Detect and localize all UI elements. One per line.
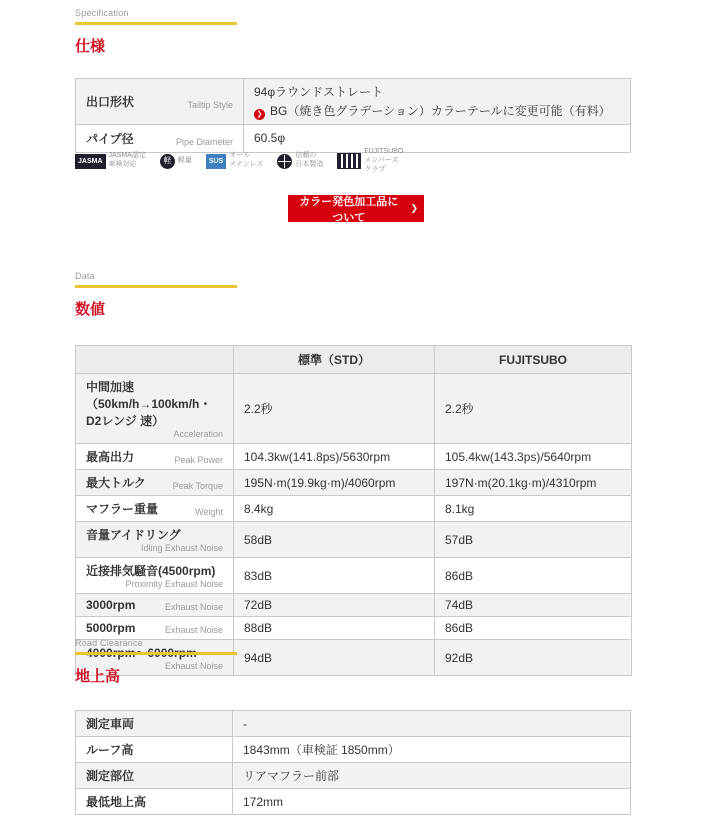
data-cell-fujitsubo: 105.4kw(143.3ps)/5640rpm	[435, 444, 632, 470]
stainless-logo-icon: SUS	[206, 154, 226, 169]
data-row-header	[76, 374, 234, 444]
row-sublabel: Acceleration	[173, 429, 223, 439]
badge-label-line: 信頼の	[295, 152, 317, 160]
data-table	[75, 345, 632, 676]
row-sublabel: Weight	[195, 507, 223, 517]
value-text: BG（焼き色グラデーション）カラーテールに変更可能（有料）	[270, 103, 611, 118]
row-header-wrap	[86, 448, 223, 465]
road-clearance-table	[75, 710, 631, 815]
section-eyebrow: Data	[75, 271, 95, 281]
yellow-rule	[75, 22, 237, 25]
row-header-wrap	[86, 621, 223, 635]
data-table-header-empty	[76, 346, 234, 374]
road-row-value: -	[233, 711, 631, 737]
badge-label-line: クラブ	[364, 165, 386, 173]
data-table-header-row	[76, 346, 632, 374]
row-sublabel: Exhaust Noise	[164, 661, 223, 671]
arrow-circle-icon: ❯	[254, 109, 265, 120]
data-table-row	[76, 558, 632, 594]
row-header-wrap	[86, 562, 223, 589]
data-cell-fujitsubo: 74dB	[435, 594, 632, 617]
jasma-logo-icon: JASMA	[75, 154, 106, 169]
badge-label-line: 車検対応	[108, 161, 137, 169]
row-header-wrap	[86, 378, 223, 439]
certification-badge	[160, 154, 192, 169]
data-table-row	[76, 374, 632, 444]
data-cell-std: 104.3kw(141.8ps)/5630rpm	[234, 444, 435, 470]
fujitsubo-logo-icon	[337, 153, 361, 169]
row-sublabel: Peak Power	[174, 455, 223, 465]
data-cell-fujitsubo: 86dB	[435, 558, 632, 594]
data-table-header-fujitsubo: FUJITSUBO	[435, 346, 632, 374]
badge-label-line: オール	[229, 152, 251, 160]
data-row-header	[76, 444, 234, 470]
row-label: ルーフ高	[86, 743, 134, 757]
badge-label	[295, 152, 323, 170]
value-text: 60.5φ	[254, 131, 286, 146]
row-label: 測定車両	[86, 717, 135, 731]
data-row-header	[76, 594, 234, 617]
lightweight-icon: 軽	[160, 154, 175, 169]
data-cell-std: 88dB	[234, 617, 435, 640]
row-label: 3000rpm	[86, 598, 136, 612]
row-label: 音量アイドリング	[86, 528, 181, 542]
row-label: 近接排気騒音(4500rpm)	[86, 564, 216, 578]
row-header-wrap	[86, 93, 233, 110]
badge-label	[109, 152, 146, 170]
row-label: 最低地上高	[86, 795, 147, 809]
data-cell-fujitsubo: 2.2秒	[435, 374, 632, 444]
data-table-row	[76, 496, 632, 522]
spec-row-header	[76, 79, 244, 125]
data-table-row	[76, 444, 632, 470]
row-sublabel: Exhaust Noise	[164, 625, 223, 635]
chevron-right-icon: ❯	[410, 203, 418, 213]
data-table-row	[76, 470, 632, 496]
badge-label	[364, 148, 403, 174]
data-cell-fujitsubo: 57dB	[435, 522, 632, 558]
data-cell-std: 58dB	[234, 522, 435, 558]
spec-table-row	[76, 79, 631, 125]
data-row-header	[76, 496, 234, 522]
data-cell-std: 8.4kg	[234, 496, 435, 522]
row-header-wrap	[86, 130, 233, 147]
data-table-row	[76, 617, 632, 640]
badge-label	[229, 152, 263, 170]
road-row-value: 1843mm（車検証 1850mm）	[233, 737, 631, 763]
data-cell-std: 195N·m(19.9kg·m)/4060rpm	[234, 470, 435, 496]
certification-badge	[75, 152, 146, 170]
data-row-header	[76, 617, 234, 640]
row-header-wrap	[86, 598, 223, 612]
data-row-header	[76, 522, 234, 558]
data-row-header	[76, 470, 234, 496]
road-table-row	[76, 737, 631, 763]
data-cell-fujitsubo: 8.1kg	[435, 496, 632, 522]
certification-badges	[75, 148, 631, 174]
section-title: 仕様	[75, 38, 106, 55]
data-cell-std: 83dB	[234, 558, 435, 594]
road-row-header	[76, 711, 233, 737]
certification-badge	[277, 152, 323, 170]
row-sublabel: Proximity Exhaust Noise	[125, 579, 223, 589]
value-text: 94φラウンドストレート	[254, 85, 384, 99]
section-title: 数値	[75, 301, 106, 318]
row-label: 測定部位	[86, 769, 135, 783]
data-cell-fujitsubo: 92dB	[435, 640, 632, 676]
row-sublabel: Idling Exhaust Noise	[140, 543, 223, 553]
road-table-row	[76, 763, 631, 789]
section-eyebrow: Road Clearance	[75, 638, 143, 648]
badge-label	[178, 157, 192, 166]
data-cell-fujitsubo: 86dB	[435, 617, 632, 640]
yellow-rule	[75, 652, 237, 655]
globe-icon	[277, 154, 292, 169]
row-label: マフラー重量	[86, 502, 159, 516]
spec-table	[75, 78, 631, 153]
color-processing-button[interactable]	[288, 195, 424, 222]
badge-label-line: メンバーズ	[364, 156, 399, 164]
road-row-value: リアマフラー前部	[233, 763, 631, 789]
row-sublabel: Exhaust Noise	[164, 602, 223, 612]
value-line	[254, 102, 620, 121]
row-sublabel: Tailtip Style	[187, 100, 233, 111]
section-header-road-clearance	[75, 638, 631, 686]
row-label: 最大トルク	[86, 476, 146, 490]
data-row-header	[76, 558, 234, 594]
badge-label-line: 日本製造	[295, 161, 324, 169]
yellow-rule	[75, 285, 237, 288]
road-table-row	[76, 711, 631, 737]
road-row-header	[76, 737, 233, 763]
data-cell-std: 72dB	[234, 594, 435, 617]
value-line	[254, 83, 620, 102]
badge-label-line: FUJITSUBO	[364, 148, 404, 155]
certification-badge	[206, 152, 264, 170]
section-header-data	[75, 271, 631, 319]
row-sublabel: Peak Torque	[172, 481, 223, 491]
section-header-specification	[75, 8, 631, 56]
row-label: パイプ径	[86, 131, 134, 146]
section-eyebrow: Specification	[75, 8, 129, 18]
row-label: 出口形状	[86, 95, 135, 110]
row-label: 最高出力	[86, 450, 135, 464]
row-label: 5000rpm	[86, 621, 136, 635]
row-header-wrap	[86, 500, 223, 517]
road-row-header	[76, 789, 233, 815]
row-header-wrap	[86, 526, 223, 553]
row-header-wrap	[86, 474, 223, 491]
value-line	[254, 129, 620, 148]
badge-label-line: JASMA認定	[108, 152, 146, 160]
certification-badge	[337, 148, 403, 174]
row-label: 中間加速（50km/h→100km/h・D2レンジ 速）	[86, 380, 212, 428]
data-table-row	[76, 594, 632, 617]
road-row-value: 172mm	[233, 789, 631, 815]
road-row-header	[76, 763, 233, 789]
section-title: 地上高	[75, 668, 121, 685]
data-table-row	[76, 522, 632, 558]
color-processing-button-label: カラー発色加工品について	[299, 195, 399, 224]
badge-label-line: ステンレス	[229, 161, 264, 169]
data-table-header-std: 標準（STD）	[234, 346, 435, 374]
road-table-row	[76, 789, 631, 815]
data-cell-std: 94dB	[234, 640, 435, 676]
data-cell-std: 2.2秒	[234, 374, 435, 444]
badge-label-line: 軽量	[177, 156, 192, 164]
spec-row-value	[244, 79, 631, 125]
row-sublabel: Pipe Diameter	[175, 136, 233, 147]
data-cell-fujitsubo: 197N·m(20.1kg·m)/4310rpm	[435, 470, 632, 496]
